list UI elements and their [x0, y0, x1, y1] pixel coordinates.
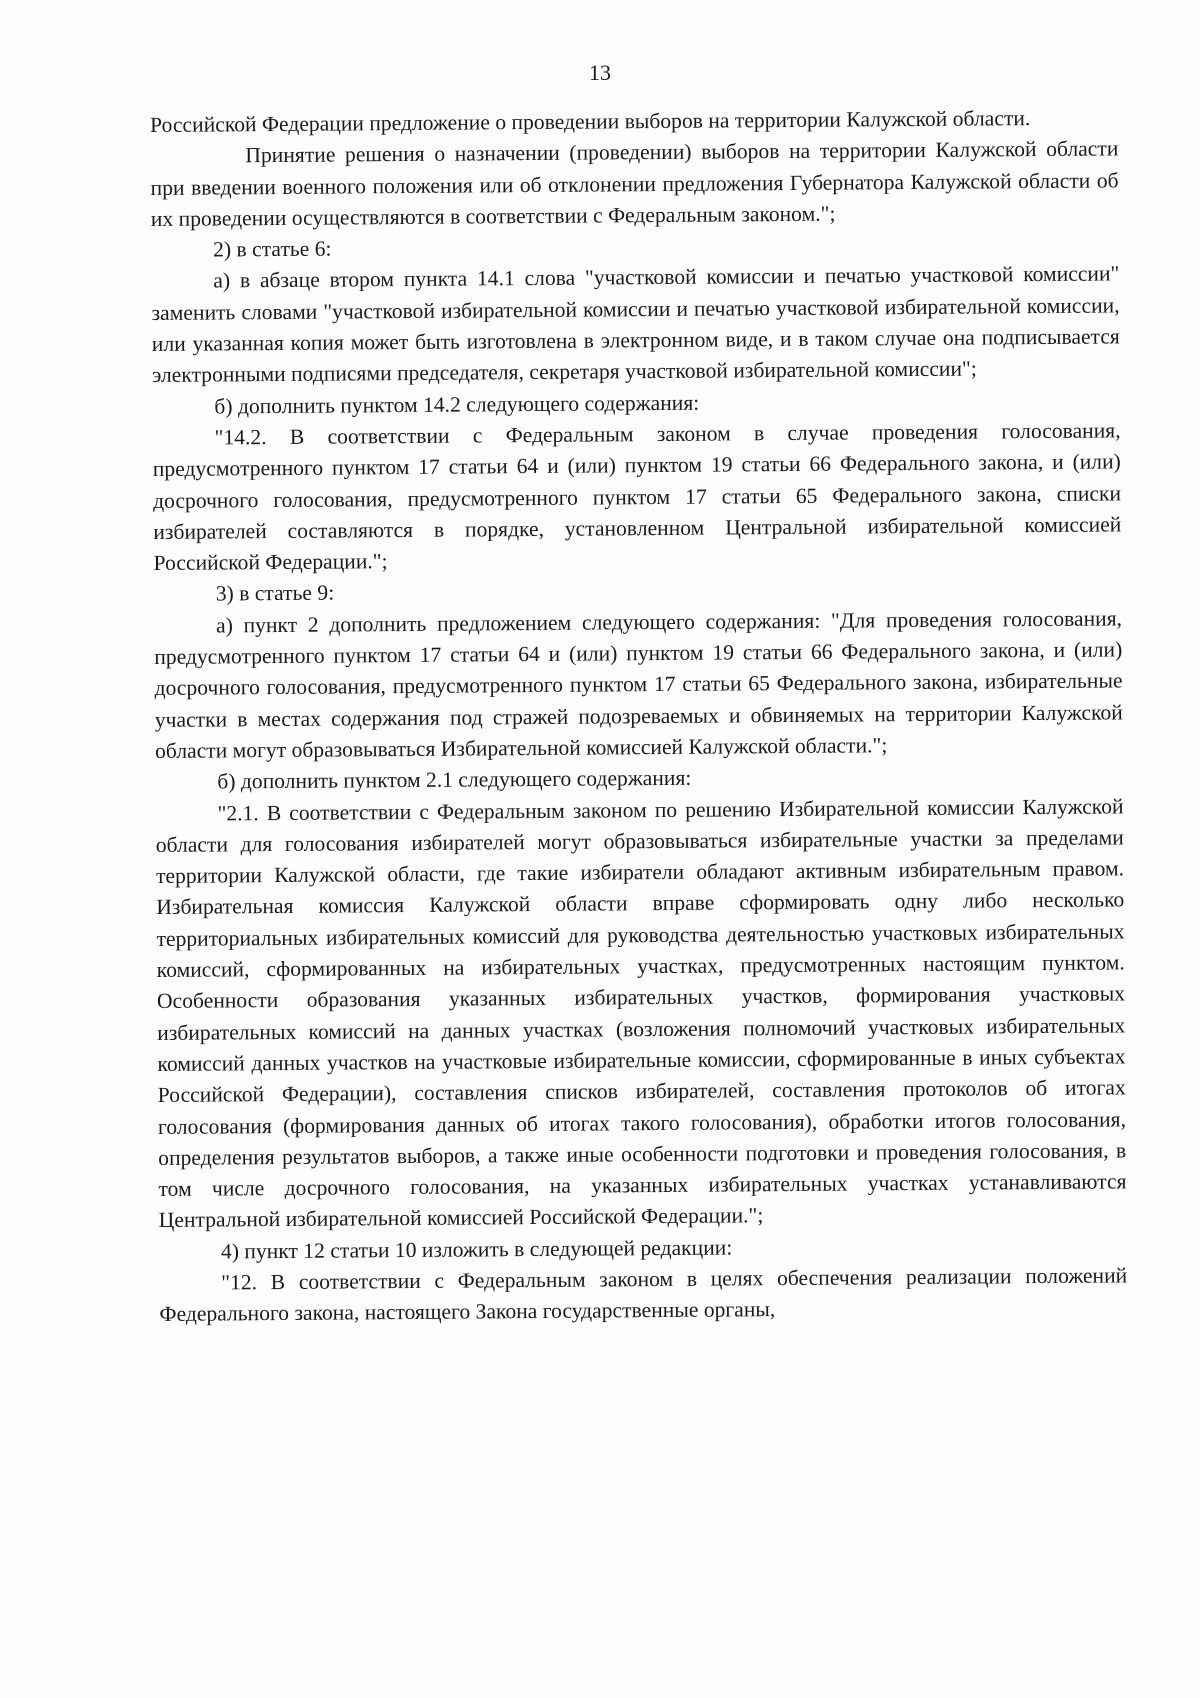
- paragraph-item-2a: а) в абзаце втором пункта 14.1 слова "участковой комиссии и печатью участковой комиссии" заменить словами "участковой избирательной комиссии и печатью участковой избирательной комиссии, или указанная копия может быть изготовлена в электронном виде, и в таком случае она подписывается электронными подписями председателя, секретаря участковой избирательной комиссии";: [151, 261, 1120, 388]
- paragraph-item-3b: б) дополнить пунктом 2.1 следующего содержания:: [217, 766, 692, 794]
- paragraph-point-12: "12. В соответствии с Федеральным законом в целях обеспечения реализации положений Федерального закона, настоящего Закона государственные органы,: [159, 1263, 1128, 1327]
- page-number: 13: [589, 60, 611, 85]
- paragraph-item-2b: б) дополнить пунктом 14.2 следующего содержания:: [214, 390, 700, 419]
- paragraph-item-3: 3) в статье 9:: [215, 581, 335, 606]
- paragraph-point-14-2: "14.2. В соответствии с Федеральным законом в случае проведения голосования, предусмотренного пунктом 17 статьи 64 и (или) пунктом 19 статьи 66 Федерального закона, и (или) досрочного голосования, предусмотренного пунктом 17 статьи 65 Федерального закона, списки избирателей составляются в порядке, установленном Центральной избирательной комиссией Российской Федерации.";: [152, 418, 1122, 576]
- paragraph-continuation: Российской Федерации предложение о проведении выборов на территории Калужской области.: [150, 106, 1031, 137]
- paragraph-decision: Принятие решения о назначении (проведении) выборов на территории Калужской области при введении военного положения или об отклонении предложения Губернатора Калужской области об их проведении осуществляются в соответствии с Федеральным законом.";: [150, 136, 1119, 231]
- document-body: [150, 102, 1128, 1330]
- paragraph-point-2-1: "2.1. В соответствии с Федеральным законом по решению Избирательной комиссии Калужской области для голосования избирателей могут образовываться избирательные участки за пределами территории Калужской области, где такие избиратели обладают активным избирательным правом. Избирательная комиссия Калужской области вправе сформировать одну либо несколько территориальных избирательных комиссий для руководства деятельностью участковых избирательных комиссий, сформированных на избирательных участках, предусмотренных настоящим пунктом. Особенности образования указанных избирательных участков, формирования участковых избирательных комиссий на данных участках (возложения полномочий участковых избирательных комиссий данных участков на участковые избирательные комиссии, сформированные в иных субъектах Российской Федерации), составления списков избирателей, составления протоколов об итогах голосования (формирования данных об итогах такого голосования), обработки итогов голосования, определения результатов выборов, а также иные особенности подготовки и проведения голосования, в том числе досрочного голосования, на указанных избирательных участках устанавливаются Центральной избирательной комиссией Российской Федерации.";: [155, 793, 1127, 1233]
- paragraph-item-4: 4) пункт 12 статьи 10 изложить в следующей редакции:: [220, 1235, 733, 1264]
- paragraph-item-3a: а) пункт 2 дополнить предложением следующего содержания: "Для проведения голосования, предусмотренного пунктом 17 статьи 64 и (или) пунктом 19 статьи 66 Федерального закона, и (или) досрочного голосования, предусмотренного пунктом 17 статьи 65 Федерального закона, избирательные участки в местах содержания под стражей подозреваемых и обвиняемых на территории Калужской области могут образовываться Избирательной комиссией Калужской области.";: [154, 606, 1123, 763]
- paragraph-item-2: 2) в статье 6:: [213, 236, 332, 262]
